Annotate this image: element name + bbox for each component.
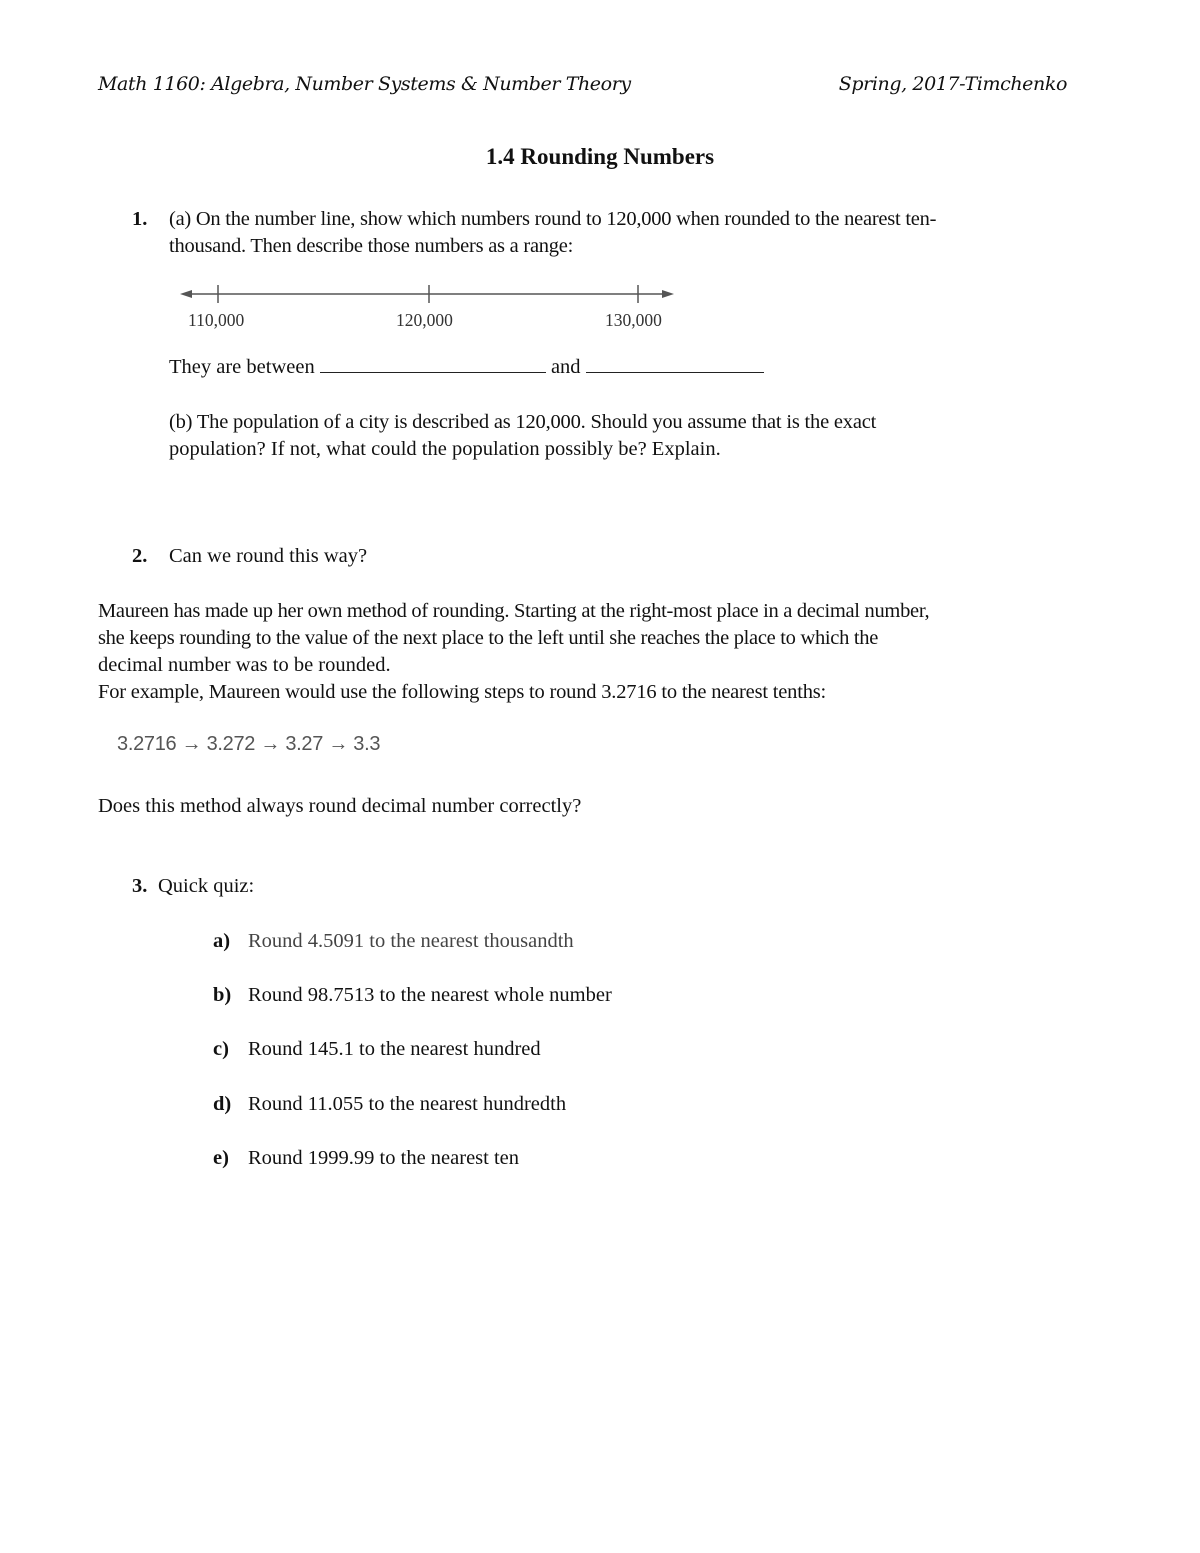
- right-arrow-icon: [662, 290, 674, 298]
- question-2-number: 2.: [132, 545, 148, 567]
- question-1a-line1: (a) On the number line, show which numbers round to 120,000 when rounded to the nearest ten-: [169, 208, 937, 230]
- question-3-prompt: Quick quiz:: [158, 875, 255, 897]
- upper-bound-blank[interactable]: [586, 354, 764, 373]
- question-2-para-line3: decimal number was to be rounded.: [98, 654, 391, 676]
- number-line-graphic: [178, 280, 678, 308]
- question-2-para-line1: Maureen has made up her own method of rounding. Starting at the right-most place in a decimal number,: [98, 600, 930, 622]
- range-answer-line: [169, 354, 764, 381]
- question-2-prompt: Can we round this way?: [169, 545, 368, 567]
- question-2-example-line: For example, Maureen would use the following steps to round 3.2716 to the nearest tenths:: [98, 681, 827, 703]
- tick-label-120000: 120,000: [396, 310, 453, 330]
- quiz-item-d-letter: d): [213, 1093, 232, 1115]
- and-label: and: [550, 356, 581, 378]
- quiz-item-b-text: Round 98.7513 to the nearest whole number: [248, 984, 612, 1006]
- question-1b-line2: population? If not, what could the population possibly be? Explain.: [169, 438, 721, 460]
- tick-label-130000: 130,000: [605, 310, 662, 330]
- rounding-steps: 3.2716 → 3.272 → 3.27 → 3.3: [117, 733, 381, 755]
- question-1a-line2: thousand. Then describe those numbers as a range:: [169, 235, 574, 257]
- between-label: They are between: [169, 356, 315, 378]
- question-1b-line1: (b) The population of a city is described as 120,000. Should you assume that is the exact: [169, 411, 877, 433]
- question-1-number: 1.: [132, 208, 148, 230]
- page-title: 1.4 Rounding Numbers: [485, 144, 715, 169]
- quiz-item-e-text: Round 1999.99 to the nearest ten: [248, 1147, 520, 1169]
- question-2-question: Does this method always round decimal number correctly?: [98, 795, 582, 817]
- quiz-item-c-text: Round 145.1 to the nearest hundred: [248, 1038, 541, 1060]
- tick-label-110000: 110,000: [188, 310, 245, 330]
- quiz-item-e-letter: e): [213, 1147, 229, 1169]
- quiz-item-d-text: Round 11.055 to the nearest hundredth: [248, 1093, 567, 1115]
- quiz-item-b-letter: b): [213, 984, 232, 1006]
- quiz-item-c-letter: c): [213, 1038, 229, 1060]
- course-header: Math 1160: Algebra, Number Systems & Number Theory: [98, 73, 631, 95]
- question-3-number: 3.: [132, 875, 148, 897]
- quiz-item-a-letter: a): [213, 930, 231, 952]
- term-header: Spring, 2017-Timchenko: [838, 73, 1067, 95]
- left-arrow-icon: [180, 290, 192, 298]
- question-2-para-line2: she keeps rounding to the value of the next place to the left until she reaches the place to which the: [98, 627, 879, 649]
- lower-bound-blank[interactable]: [320, 354, 546, 373]
- quiz-item-a-text: Round 4.5091 to the nearest thousandth: [248, 930, 574, 952]
